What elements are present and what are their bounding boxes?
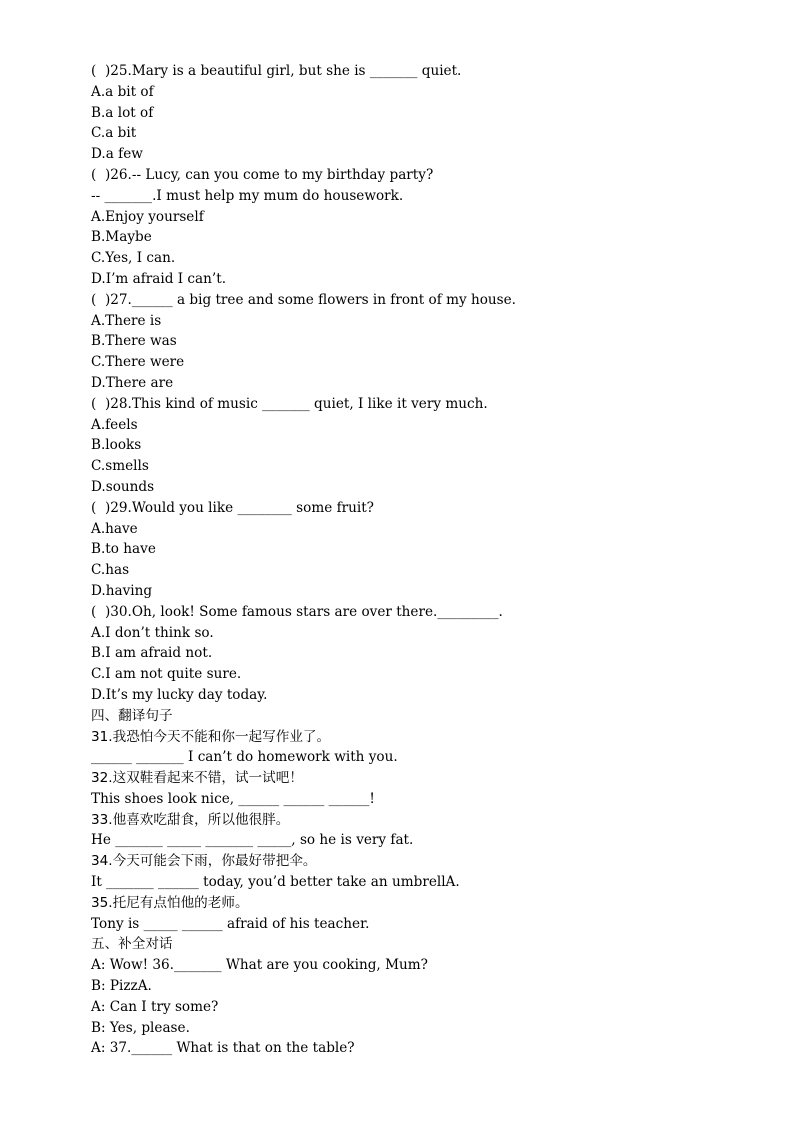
option-a: A.I don’t think so. <box>91 624 214 641</box>
translation-prompt: 31.我恐怕今天不能和你一起写作业了。 <box>91 728 331 745</box>
option-a: A.There is <box>91 312 162 329</box>
dialogue-line: B: PizzA. <box>91 978 152 995</box>
question-25 <box>91 61 771 165</box>
question-stem: ( )28.This kind of music _______ quiet, I like it very much. <box>91 395 488 412</box>
option-c: C.I am not quite sure. <box>91 666 242 683</box>
option-c: C.smells <box>91 458 149 475</box>
question-30 <box>91 602 771 706</box>
option-b: B.to have <box>91 541 156 558</box>
translation-prompt: 34.今天可能会下雨，你最好带把伞。 <box>91 853 317 870</box>
option-a: A.feels <box>91 416 138 433</box>
translation-answer: ______ _______ I can’t do homework with you. <box>91 749 398 766</box>
option-c: C.has <box>91 562 130 579</box>
question-28 <box>91 394 771 498</box>
option-d: D.sounds <box>91 478 155 495</box>
option-c: C.Yes, I can. <box>91 250 176 267</box>
translation-prompt: 33.他喜欢吃甜食，所以他很胖。 <box>91 811 290 828</box>
question-stem: ( )27.______ a big tree and some flowers in front of my house. <box>91 291 517 308</box>
question-29 <box>91 498 771 602</box>
dialogue-line: B: Yes, please. <box>91 1019 190 1036</box>
translation-answer: It _______ ______ today, you’d better take an umbrellA. <box>91 874 460 891</box>
option-d: D.having <box>91 582 153 599</box>
option-a: A.a bit of <box>91 83 154 100</box>
translation-prompt: 32.这双鞋看起来不错，试一试吧！ <box>91 770 303 787</box>
option-b: B.looks <box>91 437 142 454</box>
dialogue-line: A: Wow! 36._______ What are you cooking, Mum? <box>91 957 428 974</box>
question-stem: ( )26.-- Lucy, can you come to my birthday party? <box>91 166 434 183</box>
question-stem-continued: -- _______.I must help my mum do housework. <box>91 187 404 204</box>
option-d: D.There are <box>91 374 174 391</box>
dialogue-line: A: 37.______ What is that on the table? <box>91 1040 355 1057</box>
option-b: B.There was <box>91 333 177 350</box>
translation-answer: Tony is _____ ______ afraid of his teacher. <box>91 915 370 932</box>
option-a: A.Enjoy yourself <box>91 208 204 225</box>
option-a: A.have <box>91 520 138 537</box>
option-b: B.Maybe <box>91 229 152 246</box>
question-27 <box>91 290 771 394</box>
translation-answer: This shoes look nice, ______ ______ ______! <box>91 790 375 807</box>
option-c: C.There were <box>91 354 185 371</box>
worksheet-page <box>91 61 771 1059</box>
question-26 <box>91 165 771 290</box>
option-d: D.I’m afraid I can’t. <box>91 270 227 287</box>
section-heading: 四、翻译句子 <box>91 707 173 724</box>
option-c: C.a bit <box>91 125 137 142</box>
dialogue-section <box>91 934 771 1059</box>
option-b: B.a lot of <box>91 104 154 121</box>
question-stem: ( )30.Oh, look! Some famous stars are over there._________. <box>91 603 503 620</box>
option-b: B.I am afraid not. <box>91 645 213 662</box>
section-heading: 五、补全对话 <box>91 936 173 953</box>
option-d: D.a few <box>91 146 143 163</box>
dialogue-line: A: Can I try some? <box>91 998 219 1015</box>
question-stem: ( )25.Mary is a beautiful girl, but she is _______ quiet. <box>91 63 462 79</box>
translation-answer: He _______ _____ _______ _____, so he is very fat. <box>91 832 414 849</box>
question-stem: ( )29.Would you like ________ some fruit? <box>91 499 374 516</box>
translation-prompt: 35.托尼有点怕他的老师。 <box>91 894 249 911</box>
option-d: D.It’s my lucky day today. <box>91 686 268 703</box>
translation-section <box>91 706 771 935</box>
